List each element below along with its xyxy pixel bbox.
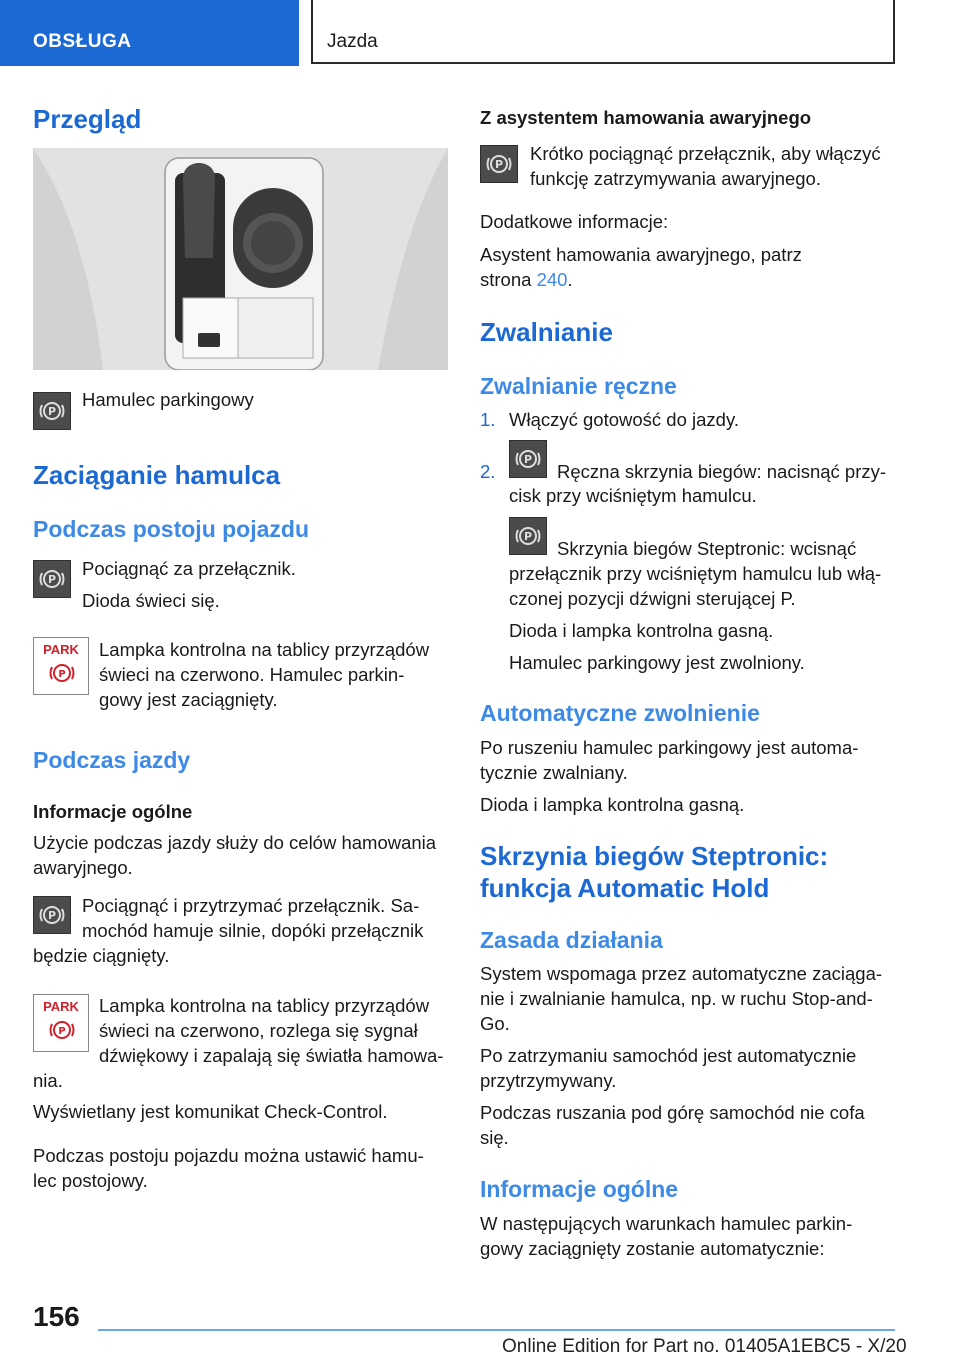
parking-brake-icon [480, 145, 518, 183]
text-line: przytrzymywany. [480, 1070, 617, 1091]
svg-text:P: P [58, 1026, 66, 1037]
text-line: gowy zaciągnięty zostanie automatycznie: [480, 1238, 825, 1259]
auto-hold-heading [480, 840, 828, 904]
edition-label: Online Edition for Part no. 01405A1EBC5 - X/20 [502, 1336, 907, 1357]
step-text: przełącznik przy wciśniętym hamulcu lub włą‐ [509, 563, 882, 584]
emergency-heading: Z asystentem hamowania awaryjnego [480, 107, 812, 128]
svg-text:P: P [58, 669, 66, 680]
text-line: Lampka kontrolna na tablicy przyrządów [99, 639, 430, 660]
auto-release-led: Dioda i lampka kontrolna gasną. [480, 794, 745, 815]
text-line: świeci na czerwono, rozlega się sygnał [99, 1020, 418, 1041]
driving-warning-end: nia. [33, 1070, 63, 1091]
extra-info-ref [480, 267, 573, 292]
text-line: lec postojowy. [33, 1170, 148, 1191]
text-line: Lampka kontrolna na tablicy przyrządów [99, 995, 430, 1016]
step-text: Ręczna skrzynia biegów: nacisnąć przy‐ [557, 461, 887, 482]
parking-text [33, 1143, 453, 1193]
svg-text:P: P [523, 530, 533, 543]
text-line: funkcję zatrzymywania awaryjnego. [530, 168, 821, 189]
text-line: nie i zwalnianie hamulca, np. w ruchu Stop-and- [480, 988, 873, 1009]
hill-text [480, 1100, 900, 1150]
principle-text [480, 961, 910, 1036]
text-line: gowy jest zaciągnięty. [99, 689, 278, 710]
text-line: świeci na czerwono. Hamulec parkin‐ [99, 664, 405, 685]
driving-warning-text [99, 993, 454, 1068]
svg-text:P: P [494, 158, 504, 171]
park-label: PARK [43, 642, 79, 657]
info-heading: Informacje ogólne [480, 1176, 679, 1202]
text-line: Użycie podczas jazdy służy do celów hamowania [33, 832, 437, 853]
step-text: cisk przy wciśniętym hamulcu. [509, 485, 757, 506]
text-line: Krótko pociągnąć przełącznik, aby włączyć [530, 143, 881, 164]
heading-line: Skrzynia biegów Steptronic: [480, 841, 829, 871]
heading-line: funkcja Automatic Hold [480, 873, 770, 903]
parking-brake-icon [33, 560, 71, 598]
overview-heading: Przegląd [33, 104, 142, 134]
text-line: awaryjnego. [33, 857, 133, 878]
text-line: Podczas postoju pojazdu można ustawić hamu‐ [33, 1145, 424, 1166]
step-text: Skrzynia biegów Steptronic: wcisnąć [557, 538, 857, 559]
standstill-led: Dioda świeci się. [82, 590, 220, 611]
step-text: Włączyć gotowość do jazdy. [509, 409, 739, 430]
check-control-text: Wyświetlany jest komunikat Check-Control. [33, 1101, 388, 1122]
console-illustration [33, 148, 448, 370]
step-number: 2. [480, 461, 496, 482]
extra-info-label: Dodatkowe informacje: [480, 211, 669, 232]
svg-text:P: P [47, 909, 57, 922]
text-line: Pociągnąć i przytrzymać przełącznik. Sa‐ [82, 895, 420, 916]
parking-brake-icon [33, 896, 71, 934]
text-line: Podczas ruszania pod górę samochód nie cofa [480, 1102, 865, 1123]
text-line: Po zatrzymaniu samochód jest automatycznie [480, 1045, 857, 1066]
step-number: 1. [480, 409, 496, 430]
svg-text:P: P [47, 573, 57, 586]
step-text: Dioda i lampka kontrolna gasną. [509, 620, 774, 641]
auto-release-text [480, 735, 900, 785]
step-text: czonej pozycji dźwigni sterującej P. [509, 588, 796, 609]
general-info-text [33, 830, 453, 880]
text-line: W następujących warunkach hamulec parkin‐ [480, 1213, 853, 1234]
page-number: 156 [33, 1301, 80, 1332]
apply-heading: Zaciąganie hamulca [33, 460, 281, 490]
parking-brake-icon [33, 392, 71, 430]
park-warning-icon [33, 994, 89, 1052]
pull-text-top [82, 893, 452, 943]
page-link[interactable]: 240 [536, 269, 568, 290]
stop-text [480, 1043, 900, 1093]
text-line: dźwiękowy i zapalają się światła hamowa‐ [99, 1045, 444, 1066]
parking-brake-icon [509, 517, 547, 555]
section-tab: OBSŁUGA [0, 0, 299, 66]
manual-release-heading: Zwalnianie ręczne [480, 373, 677, 399]
pull-text-bottom: będzie ciągnięty. [33, 945, 170, 966]
release-heading: Zwalnianie [480, 317, 613, 347]
text-line: Po ruszeniu hamulec parkingowy jest automa‐ [480, 737, 859, 758]
step-text: Hamulec parkingowy jest zwolniony. [509, 652, 805, 673]
svg-text:P: P [523, 453, 533, 466]
info-text [480, 1211, 900, 1261]
driving-heading: Podczas jazdy [33, 747, 191, 773]
general-info-heading: Informacje ogólne [33, 801, 193, 822]
text-line: Go. [480, 1013, 510, 1034]
text-line: się. [480, 1127, 509, 1148]
text-line: mochód hamuje silnie, dopóki przełącznik [82, 920, 424, 941]
emergency-text [530, 141, 910, 191]
svg-text:P: P [47, 405, 57, 418]
text-line: System wspomaga przez automatyczne zaciąga‐ [480, 963, 883, 984]
principle-heading: Zasada działania [480, 927, 663, 953]
park-warning-icon [33, 637, 89, 695]
chapter-tab: Jazda [311, 0, 895, 64]
extra-info-line: Asystent hamowania awaryjnego, patrz [480, 244, 802, 265]
park-label: PARK [43, 999, 79, 1014]
text-span: strona [480, 269, 537, 290]
parking-brake-icon [509, 440, 547, 478]
gear-console-photo [33, 148, 448, 370]
text-line: tycznie zwalniany. [480, 762, 628, 783]
footer-divider [98, 1329, 895, 1331]
text-span: . [567, 269, 573, 290]
standstill-heading: Podczas postoju pojazdu [33, 516, 310, 542]
auto-release-heading: Automatyczne zwolnienie [480, 700, 760, 726]
standstill-warning-text [99, 637, 449, 712]
photo-caption: Hamulec parkingowy [82, 389, 254, 410]
standstill-step: Pociągnąć za przełącznik. [82, 558, 296, 579]
